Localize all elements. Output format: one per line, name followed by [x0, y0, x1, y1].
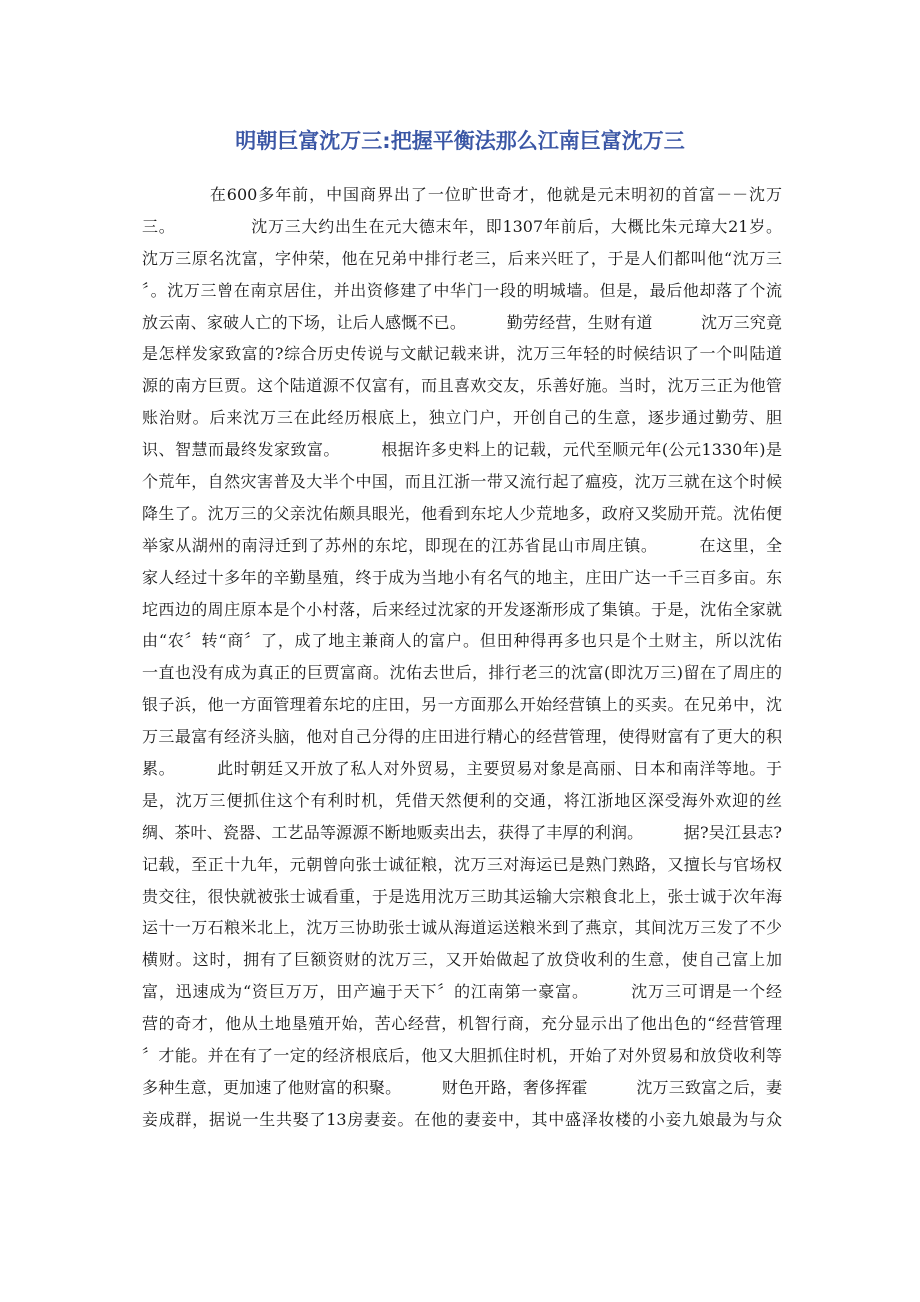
body-line: 〞才能。并在有了一定的经济根底后，他又大胆抓住时机，开始了对外贸易和放贷收利等 [142, 1046, 782, 1066]
body-line: 运十一万石粮米北上，沈万三协助张士诚从海道运送粮米到了燕京，其间沈万三发了不少 [142, 918, 782, 938]
body-line: 万三最富有经济头脑，他对自己分得的庄田进行精心的经营管理，使得财富有了更大的积 [142, 727, 782, 747]
body-line: 是，沈万三便抓住这个有利时机，凭借天然便利的交通，将江浙地区深受海外欢迎的丝 [142, 790, 782, 810]
body-line: 贵交往，很快就被张士诚看重，于是选用沈万三助其运输大宗粮食北上，张士诚于次年海 [142, 886, 782, 906]
body-line: 个荒年，自然灾害普及大半个中国，而且江浙一带又流行起了瘟疫，沈万三就在这个时候 [142, 472, 782, 492]
body-line: 妾成群，据说一生共娶了13房妻妾。在他的妻妾中，其中盛泽妆楼的小妾九娘最为与众 [142, 1109, 782, 1129]
body-line: 家人经过十多年的辛勤垦殖，终于成为当地小有名气的地主，庄田广达一千三百多亩。东 [142, 567, 782, 587]
body-line: 多种生意，更加速了他财富的积聚。 财色开路，奢侈挥霍 沈万三致富之后，妻 [142, 1077, 782, 1097]
body-line: 降生了。沈万三的父亲沈佑颇具眼光，他看到东坨人少荒地多，政府又奖励开荒。沈佑便 [142, 503, 782, 523]
document-body [142, 179, 782, 1136]
document-title: 明朝巨富沈万三:把握平衡法那么江南巨富沈万三 [235, 129, 685, 153]
body-line: 一直也没有成为真正的巨贾富商。沈佑去世后，排行老三的沈富(即沈万三)留在了周庄的 [142, 663, 782, 683]
body-line: 富，迅速成为“资巨万万，田产遍于天下〞的江南第一豪富。 沈万三可谓是一个经 [142, 982, 782, 1002]
body-line: 记载，至正十九年，元朝曾向张士诚征粮，沈万三对海运已是熟门熟路，又擅长与官场权 [142, 854, 782, 874]
body-line: 源的南方巨贾。这个陆道源不仅富有，而且喜欢交友，乐善好施。当时，沈万三正为他管 [142, 376, 782, 396]
body-line: 累。 此时朝廷又开放了私人对外贸易，主要贸易对象是高丽、日本和南洋等地。于 [142, 759, 782, 779]
body-line: 绸、茶叶、瓷器、工艺品等源源不断地贩卖出去，获得了丰厚的利润。 据?吴江县志? [142, 822, 782, 842]
body-line: 识、智慧而最终发家致富。 根据许多史料上的记载，元代至顺元年(公元1330年)是 [142, 440, 782, 460]
body-line: 是怎样发家致富的?综合历史传说与文献记载来讲，沈万三年轻的时候结识了一个叫陆道 [142, 344, 782, 364]
body-line: 营的奇才，他从土地垦殖开始，苦心经营，机智行商，充分显示出了他出色的“经营管理 [142, 1014, 782, 1034]
body-line: 在600多年前，中国商界出了一位旷世奇才，他就是元末明初的首富－－沈万 [142, 185, 782, 204]
body-line: 坨西边的周庄原本是个小村落，后来经过沈家的开发逐渐形成了集镇。于是，沈佑全家就 [142, 599, 782, 619]
body-line: 三。 沈万三大约出生在元大德末年，即1307年前后，大概比朱元璋大21岁。 [142, 216, 782, 236]
body-line: 举家从湖州的南浔迁到了苏州的东坨，即现在的江苏省昆山市周庄镇。 在这里，全 [142, 535, 782, 555]
body-line: 银子浜，他一方面管理着东坨的庄田，另一方面那么开始经营镇上的买卖。在兄弟中，沈 [142, 695, 782, 715]
body-line: 放云南、家破人亡的下场，让后人感慨不已。 勤劳经营，生财有道 沈万三究竟 [142, 312, 782, 332]
body-line: 沈万三原名沈富，字仲荣，他在兄弟中排行老三，后来兴旺了，于是人们都叫他“沈万三 [142, 248, 782, 268]
body-line: 横财。这时，拥有了巨额资财的沈万三，又开始做起了放贷收利的生意，使自己富上加 [142, 950, 782, 970]
body-line: 〞。沈万三曾在南京居住，并出资修建了中华门一段的明城墙。但是，最后他却落了个流 [142, 280, 782, 300]
body-line: 账治财。后来沈万三在此经历根底上，独立门户，开创自己的生意，逐步通过勤劳、胆 [142, 408, 782, 428]
body-line: 由“农〞转“商〞了，成了地主兼商人的富户。但田种得再多也只是个土财主，所以沈佑 [142, 631, 782, 651]
